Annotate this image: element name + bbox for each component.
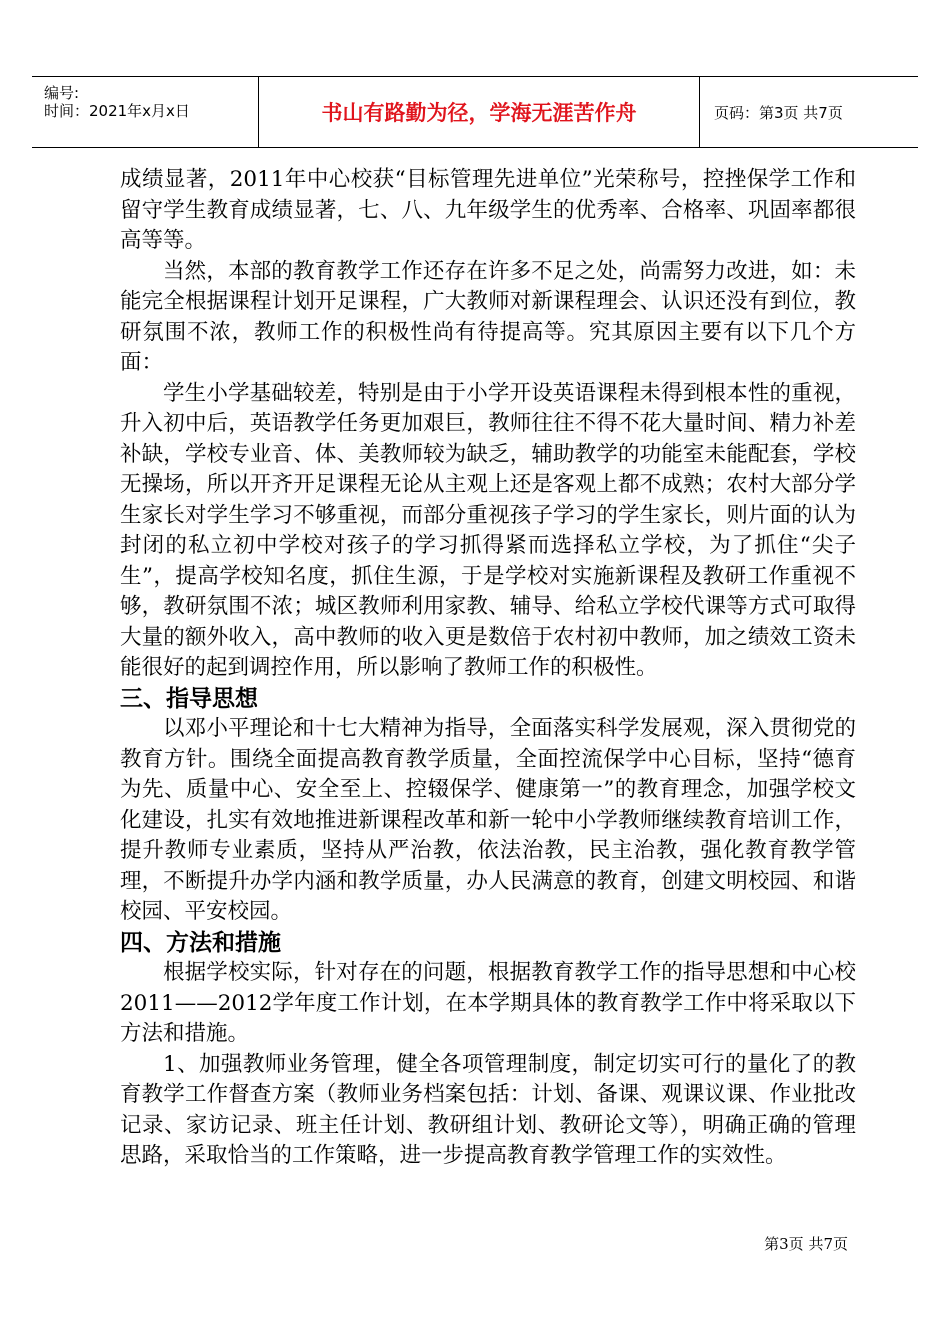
paragraph: 成绩显著，2011年中心校获“目标管理先进单位”光荣称号，控挫保学工作和留守学生教育成绩显著，七、八、九年级学生的优秀率、合格率、巩固率都很高等等。: [120, 167, 856, 253]
header-page-info: 页码：第3页 共7页: [714, 103, 843, 122]
document-body: [120, 165, 856, 1172]
paragraph: 当然，本部的教育教学工作还存在许多不足之处，尚需努力改进，如：未能完全根据课程计划开足课程，广大教师对新课程理会、认识还没有到位，教研氛围不浓，教师工作的积极性尚有待提高等。究其原因主要有以下几个方面：: [120, 258, 856, 375]
section-heading-methods-measures: 四、方法和措施: [120, 929, 281, 956]
time-label: 时间：2021年x月x日: [44, 102, 190, 120]
header-meta-cell: [32, 77, 259, 147]
serial-number-label: 编号:: [44, 84, 80, 102]
paragraph: 根据学校实际，针对存在的问题，根据教育教学工作的指导思想和中心校2011——2012学年度工作计划，在本学期具体的教育教学工作中将采取以下方法和措施。: [120, 960, 856, 1046]
page-footer: 第3页 共7页: [764, 1235, 848, 1253]
paragraph: 以邓小平理论和十七大精神为指导，全面落实科学发展观，深入贯彻党的教育方针。围绕全面提高教育教学质量，全面控流保学中心目标，坚持“德育为先、质量中心、安全至上、控辍保学、健康第一”的教育理念，加强学校文化建设，扎实有效地推进新课程改革和新一轮中小学教师继续教育培训工作，提升教师专业素质，坚持从严治教，依法治教，民主治教，强化教育教学管理，不断提升办学内涵和教学质量，办人民满意的教育，创建文明校园、和谐校园、平安校园。: [120, 716, 856, 924]
section-heading-guiding-ideology: 三、指导思想: [120, 685, 258, 712]
paragraph: 1、加强教师业务管理，健全各项管理制度，制定切实可行的量化了的教育教学工作督查方案（教师业务档案包括：计划、备课、观课议课、作业批改记录、家访记录、班主任计划、教研组计划、教研论文等），明确正确的管理思路，采取恰当的工作策略，进一步提高教育教学管理工作的实效性。: [120, 1051, 856, 1168]
paragraph: 学生小学基础较差，特别是由于小学开设英语课程未得到根本性的重视，升入初中后，英语教学任务更加艰巨，教师往往不得不花大量时间、精力补差补缺，学校专业音、体、美教师较为缺乏，辅助教学的功能室未能配套，学校无操场，所以开齐开足课程无论从主观上还是客观上都不成熟；农村大部分学生家长对学生学习不够重视，而部分重视孩子学习的学生家长，则片面的认为封闭的私立初中学校对孩子的学习抓得紧而选择私立学校，为了抓住“尖子生”，提高学校知名度，抓住生源，于是学校对实施新课程及教研工作重视不够，教研氛围不浓；城区教师利用家教、辅导、给私立学校代课等方式可取得大量的额外收入，高中教师的收入更是数倍于农村初中教师，加之绩效工资未能很好的起到调控作用，所以影响了教师工作的积极性。: [120, 380, 856, 680]
page-header: [32, 76, 918, 148]
header-motto: 书山有路勤为径，学海无涯苦作舟: [259, 77, 700, 147]
